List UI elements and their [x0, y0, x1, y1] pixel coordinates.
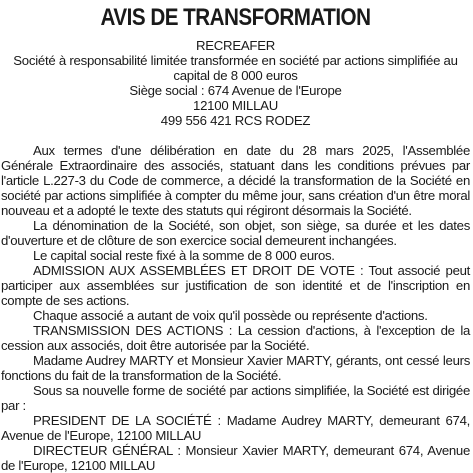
registered-office: Siège social : 674 Avenue de l'Europe	[129, 83, 342, 98]
notice-title: AVIS DE TRANSFORMATION	[100, 4, 371, 31]
paragraph-admission-voting: ADMISSION AUX ASSEMBLÉES ET DROIT DE VOTE : Tout associé peut participer aux assemblées sur justification de son identité et de l'inscription en compte de ses actions.	[1, 263, 470, 308]
notice-body	[1, 143, 470, 473]
company-header	[1, 38, 470, 128]
legal-notice	[0, 4, 473, 473]
paragraph-president: PRESIDENT DE LA SOCIÉTÉ : Madame Audrey MARTY, demeurant 674, Avenue de l'Europe, 12100 MILLAU	[1, 413, 470, 443]
paragraph-general-director: DIRECTEUR GÉNÉRAL : Monsieur Xavier MARTY, demeurant 674, Avenue de l'Europe, 12100 MILLAU	[1, 443, 470, 473]
paragraph-deliberation: Aux termes d'une délibération en date du 28 mars 2025, l'Assemblée Générale Extraordinaire des associés, statuant dans les conditions prévues par l'article L.227-3 du Code de commerce, a décidé la transformation de la Société en société par actions simplifiée à compter du même jour, sans création d'un être moral nouveau et a adopté le texte des statuts qui régiront désormais la Société.	[1, 143, 470, 218]
paragraph-share-transfer: TRANSMISSION DES ACTIONS : La cession d'actions, à l'exception de la cession aux associés, doit être autorisée par la Société.	[1, 323, 470, 353]
company-registration: 499 556 421 RCS RODEZ	[160, 113, 311, 128]
company-name: RECREAFER	[195, 38, 276, 53]
company-city: 12100 MILLAU	[193, 98, 278, 113]
paragraph-new-management: Sous sa nouvelle forme de société par actions simplifiée, la Société est dirigée par :	[1, 383, 470, 413]
paragraph-former-managers: Madame Audrey MARTY et Monsieur Xavier MARTY, gérants, ont cessé leurs fonctions du fait de la transformation de la Société.	[1, 353, 470, 383]
paragraph-unchanged-items: La dénomination de la Société, son objet, son siège, sa durée et les dates d'ouverture et de clôture de son exercice social demeurent inchangées.	[1, 218, 470, 248]
paragraph-votes: Chaque associé a autant de voix qu'il possède ou représente d'actions.	[33, 308, 428, 323]
paragraph-capital: Le capital social reste fixé à la somme de 8 000 euros.	[33, 248, 335, 263]
company-form: Société à responsabilité limitée transformée en société par actions simplifiée au capital de 8 000 euros	[13, 53, 458, 83]
